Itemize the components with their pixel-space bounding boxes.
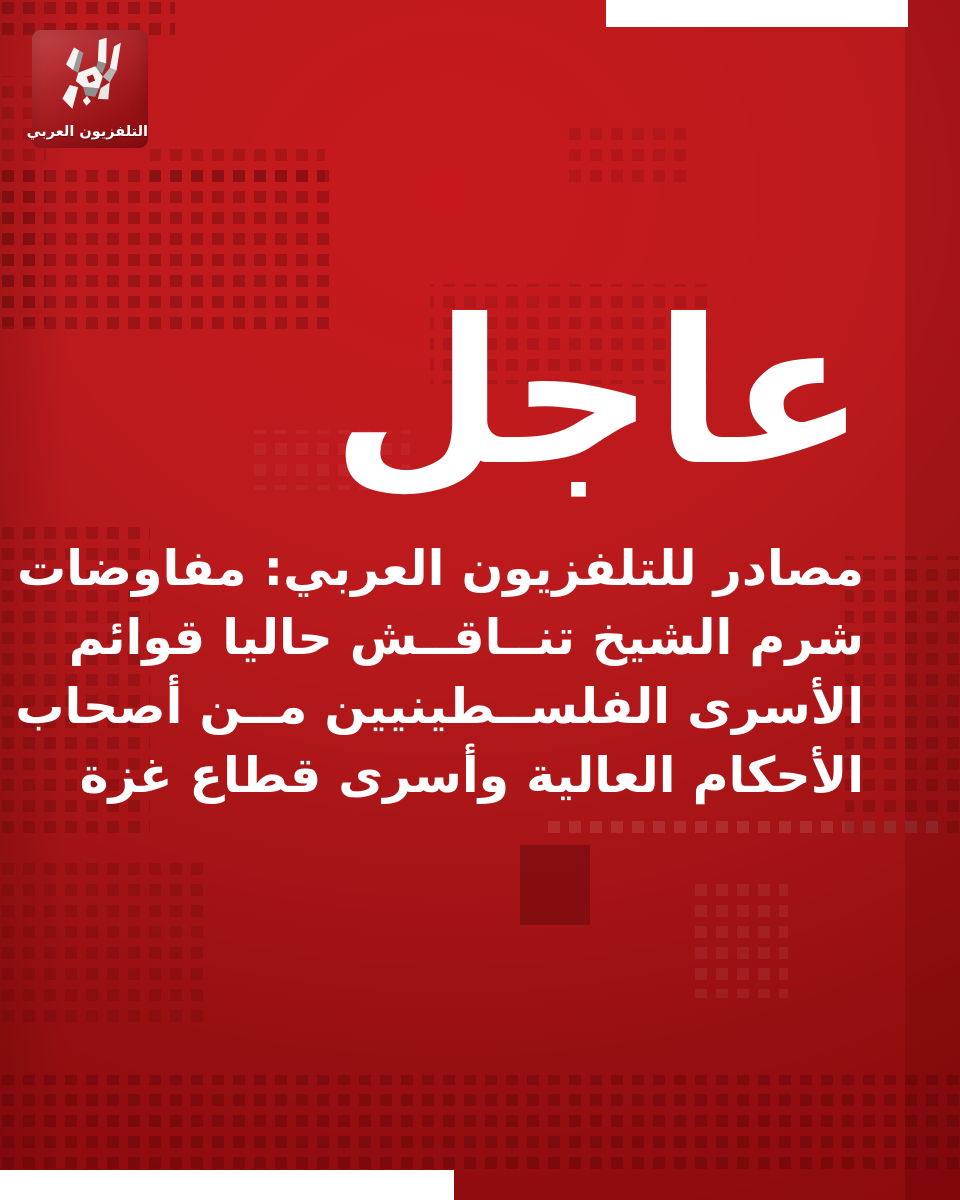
news-body-line: شرم الشيخ تنــاقــش حاليا قوائم [68, 609, 864, 666]
news-body-line: مصادر للتلفزيون العربي: مفاوضات [17, 540, 864, 597]
channel-wordmark: التلفزيون العربي [26, 123, 148, 140]
alaraby-calligraphy-icon [47, 38, 133, 118]
news-body [15, 534, 864, 810]
news-body-line: الأحكام العالية وأسرى قطاع غزة [79, 747, 864, 804]
breaking-headline: عاجل [331, 277, 866, 510]
channel-logo [26, 30, 148, 148]
bottom-left-white-bar [0, 1170, 454, 1200]
top-right-white-bar [606, 0, 908, 27]
news-body-line: الأسرى الفلســطينيين مــن أصحاب [15, 678, 864, 735]
